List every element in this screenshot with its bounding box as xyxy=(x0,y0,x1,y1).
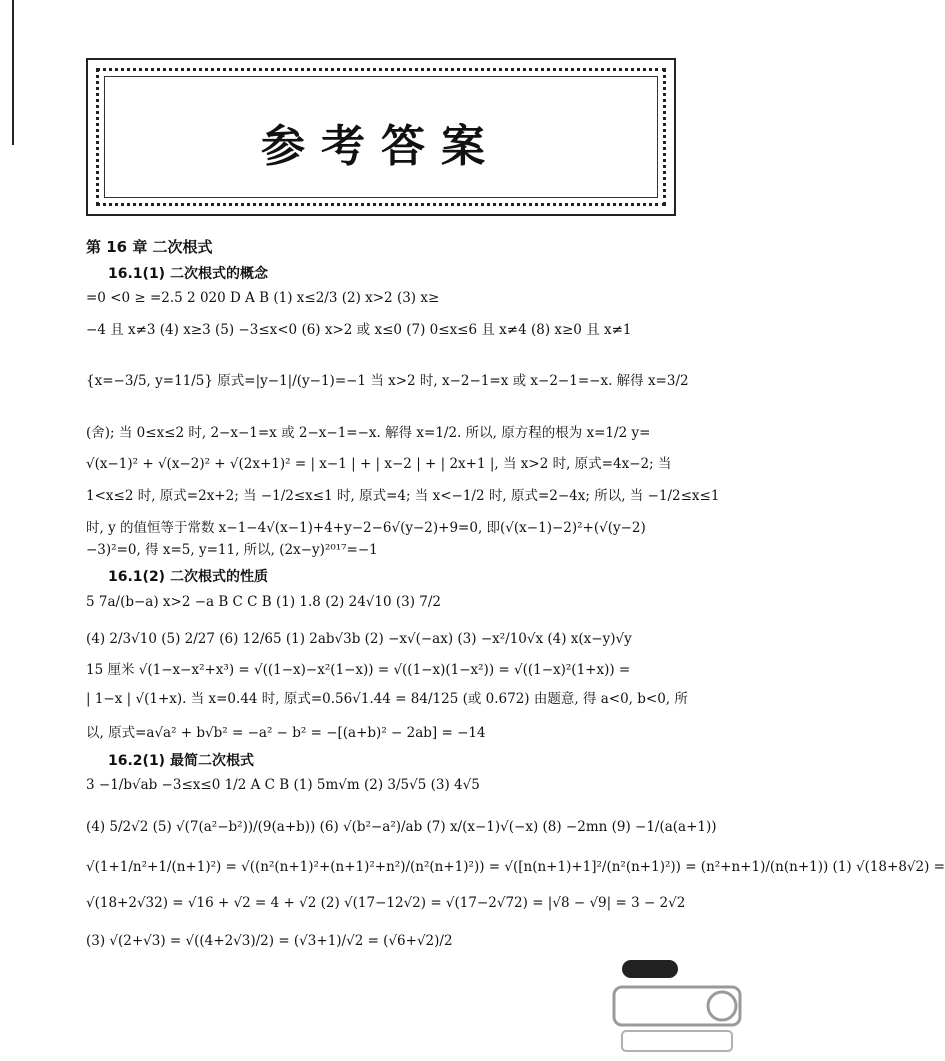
page-title: 参考答案 xyxy=(261,121,501,172)
section-title: 16.2(1) 最简二次根式 xyxy=(108,753,254,769)
section-title: 16.1(1) 二次根式的概念 xyxy=(108,266,268,282)
answer-line: (3) √(2+√3) = √((4+2√3)/2) = (√3+1)/√2 = (√6+√2)/2 xyxy=(86,933,453,949)
title-frame xyxy=(86,58,676,216)
page-number-badge xyxy=(622,960,678,978)
answer-line: =0 <0 ≥ =2.5 2 020 D A B (1) x≤2/3 (2) x>2 (3) x≥ xyxy=(86,290,440,306)
watermark-logo xyxy=(612,985,742,1055)
answer-line: (舍); 当 0≤x≤2 时, 2−x−1=x 或 2−x−1=−x. 解得 x=1/2. 所以, 原方程的根为 x=1/2 y= xyxy=(86,425,651,441)
answer-line: 时, y 的值恒等于常数 x−1−4√(x−1)+4+y−2−6√(y−2)+9=0, 即(√(x−1)−2)²+(√(y−2) xyxy=(86,520,646,536)
chapter-heading: 第 16 章 二次根式 xyxy=(86,238,213,256)
answer-line: 以, 原式=a√a² + b√b² = −a² − b² = −[(a+b)² − 2ab] = −14 xyxy=(86,725,486,741)
answer-line: (4) 2/3√10 (5) 2/27 (6) 12/65 (1) 2ab√3b (2) −x√(−ax) (3) −x²/10√x (4) x(x−y)√y xyxy=(86,631,632,647)
answer-line: {x=−3/5, y=11/5} 原式=|y−1|/(y−1)=−1 当 x>2 时, x−2−1=x 或 x−2−1=−x. 解得 x=3/2 xyxy=(86,373,689,389)
answer-line: 15 厘米 √(1−x−x²+x³) = √((1−x)−x²(1−x)) = √((1−x)(1−x²)) = √((1−x)²(1+x)) = xyxy=(86,662,631,678)
answer-line: (4) 5/2√2 (5) √(7(a²−b²))/(9(a+b)) (6) √(b²−a²)/ab (7) x/(x−1)√(−x) (8) −2mn (9) −1/(a(a+1)) xyxy=(86,819,717,835)
answer-line: | 1−x | √(1+x). 当 x=0.44 时, 原式=0.56√1.44 = 84/125 (或 0.672) 由题意, 得 a<0, b<0, 所 xyxy=(86,691,688,707)
answer-line: √(18+2√32) = √16 + √2 = 4 + √2 (2) √(17−12√2) = √(17−2√72) = |√8 − √9| = 3 − 2√2 xyxy=(86,895,686,911)
answer-line: 3 −1/b√ab −3≤x≤0 1/2 A C B (1) 5m√m (2) 3/5√5 (3) 4√5 xyxy=(86,777,480,793)
answer-line: √(1+1/n²+1/(n+1)²) = √((n²(n+1)²+(n+1)²+n²)/(n²(n+1)²)) = √([n(n+1)+1]²/(n²(n+1)²)) = (n²+n+1)/(n(n+1)) (1) √(18+8√2) = xyxy=(86,859,945,875)
answer-line: 5 7a/(b−a) x>2 −a B C C B (1) 1.8 (2) 24√10 (3) 7/2 xyxy=(86,594,441,610)
answer-line: −3)²=0, 得 x=5, y=11, 所以, (2x−y)²⁰¹⁷=−1 xyxy=(86,542,378,558)
answer-line: −4 且 x≠3 (4) x≥3 (5) −3≤x<0 (6) x>2 或 x≤0 (7) 0≤x≤6 且 x≠4 (8) x≥0 且 x≠1 xyxy=(86,322,632,338)
answer-line: 1<x≤2 时, 原式=2x+2; 当 −1/2≤x≤1 时, 原式=4; 当 x<−1/2 时, 原式=2−4x; 所以, 当 −1/2≤x≤1 xyxy=(86,488,720,504)
answer-line: √(x−1)² + √(x−2)² + √(2x+1)² = | x−1 | + | x−2 | + | 2x+1 |, 当 x>2 时, 原式=4x−2; 当 xyxy=(86,456,672,472)
binding-line xyxy=(12,0,14,145)
section-title: 16.1(2) 二次根式的性质 xyxy=(108,569,268,585)
